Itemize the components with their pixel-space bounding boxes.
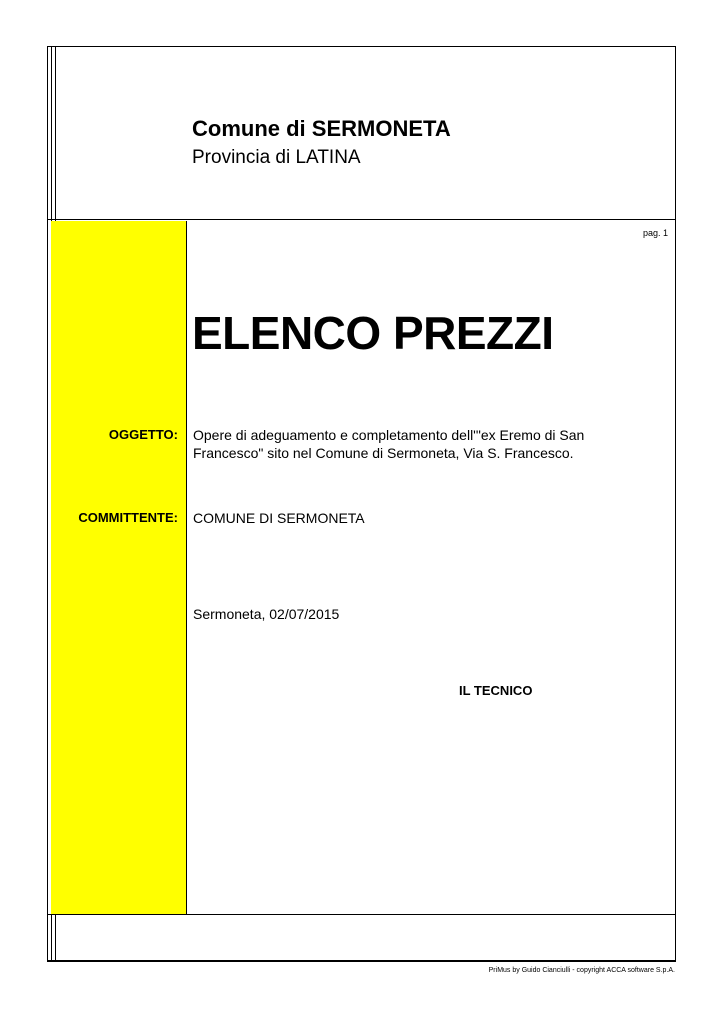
yellow-label-column xyxy=(51,221,186,914)
signature-label: IL TECNICO xyxy=(459,683,533,698)
bottom-border xyxy=(47,960,676,962)
label-column-divider xyxy=(186,221,187,914)
footer-copyright: PriMus by Guido Cianciulli - copyright ACCA software S.p.A. xyxy=(488,967,675,974)
oggetto-label: OGGETTO: xyxy=(108,427,178,442)
document-title: ELENCO PREZZI xyxy=(192,307,554,359)
header-divider xyxy=(47,219,676,220)
provincia-subtitle: Provincia di LATINA xyxy=(192,147,361,168)
footer-divider xyxy=(47,914,676,915)
committente-value: COMUNE DI SERMONETA xyxy=(193,510,365,526)
oggetto-value-line-1: Opere di adeguamento e completamento dell'"ex Eremo di San xyxy=(193,427,585,443)
oggetto-value-line-2: Francesco" sito nel Comune di Sermoneta, Via S. Francesco. xyxy=(193,445,574,461)
committente-label: COMMITTENTE: xyxy=(78,510,178,525)
place-date: Sermoneta, 02/07/2015 xyxy=(193,606,340,622)
comune-title: Comune di SERMONETA xyxy=(192,116,451,141)
page-number: pag. 1 xyxy=(642,228,668,238)
oggetto-value xyxy=(193,426,613,462)
